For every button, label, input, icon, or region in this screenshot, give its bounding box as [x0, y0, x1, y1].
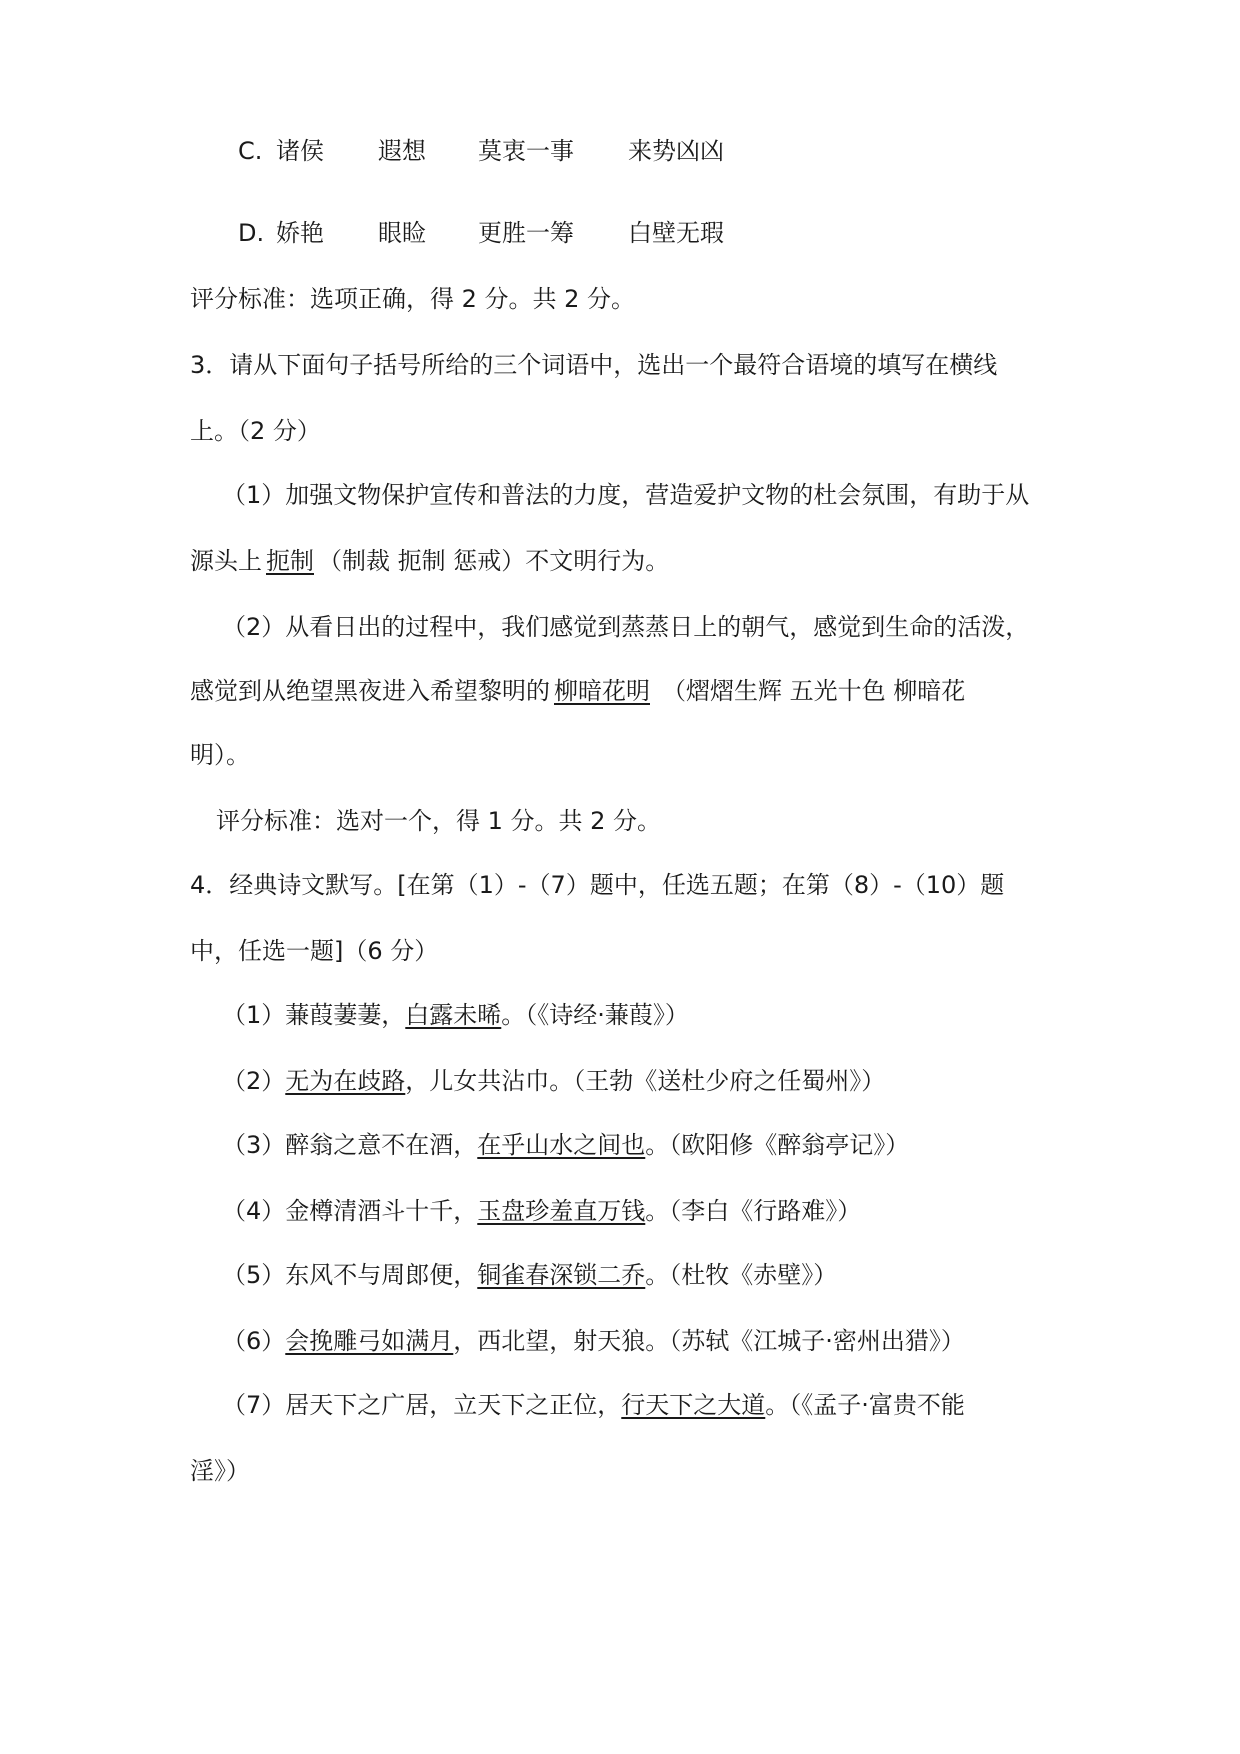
q4-item-2 — [222, 1066, 885, 1096]
option-d-word-4: 白壁无瑕 — [628, 219, 724, 247]
q4-item-7 — [222, 1390, 965, 1420]
q2-scoring: 评分标准：选项正确，得 2 分。共 2 分。 — [190, 285, 636, 313]
q3-item1-line2 — [190, 546, 669, 576]
q4-item-1-post: 。（《诗经·蒹葭》） — [501, 1001, 689, 1029]
q3-item2-line2 — [190, 676, 965, 706]
q3-item1-line1: （1）加强文物保护宣传和普法的力度，营造爱护文物的杜会氛围，有助于从 — [222, 481, 1030, 509]
q4-item-4-pre: （4）金樽清酒斗十千， — [222, 1197, 478, 1225]
q4-item-3-answer: 在乎山水之间也 — [477, 1131, 646, 1159]
q4-item-5-pre: （5）东风不与周郎便， — [222, 1261, 478, 1289]
q4-item-5 — [222, 1260, 837, 1290]
q4-item-2-pre: （2） — [222, 1067, 286, 1095]
q4-item-1 — [222, 1000, 689, 1030]
q3-scoring: 评分标准：选对一个，得 1 分。共 2 分。 — [216, 807, 662, 835]
q3-stem-line2: 上。（2 分） — [190, 417, 321, 445]
q4-stem-line1: 4．经典诗文默写。[在第（1）-（7）题中，任选五题；在第（8）-（10）题 — [190, 871, 1005, 899]
option-c-word-1: 诸侯 — [276, 137, 324, 165]
option-d-word-3: 更胜一筹 — [478, 219, 574, 247]
option-d-word-2: 眼睑 — [378, 219, 426, 247]
q4-item-7-continued: 淫》） — [190, 1457, 250, 1485]
q4-item-3-post: 。（欧阳修《醉翁亭记》） — [645, 1131, 910, 1159]
q3-item2-answer: 柳暗花明 — [554, 677, 650, 705]
q3-item2-line3: 明）。 — [190, 741, 250, 769]
q3-item2-suffix: （熠熠生辉 五光十色 柳暗花 — [662, 677, 966, 705]
q3-item2-prefix: 感觉到从绝望黑夜进入希望黎明的 — [190, 677, 550, 705]
q4-item-7-pre: （7）居天下之广居，立天下之正位， — [222, 1391, 622, 1419]
option-c-word-4: 来势凶凶 — [628, 137, 724, 165]
q4-item-7-answer: 行天下之大道 — [621, 1391, 766, 1419]
q4-stem-line2: 中，任选一题]（6 分） — [190, 937, 439, 965]
q4-item-2-answer: 无为在歧路 — [285, 1067, 406, 1095]
q3-item1-prefix: 源头上 — [190, 547, 262, 575]
q4-item-5-post: 。（杜牧《赤壁》） — [645, 1261, 838, 1289]
q4-item-6-pre: （6） — [222, 1327, 286, 1355]
q3-item2-line1: （2）从看日出的过程中，我们感觉到蒸蒸日上的朝气，感觉到生命的活泼， — [222, 613, 1030, 641]
q3-stem-line1: 3．请从下面句子括号所给的三个词语中，选出一个最符合语境的填写在横线 — [190, 351, 998, 379]
option-c-label: C. — [238, 137, 263, 165]
q4-item-2-post: ，儿女共沾巾。（王勃《送杜少府之任蜀州》） — [405, 1067, 886, 1095]
option-c-word-3: 莫衷一事 — [478, 137, 574, 165]
option-d-label: D. — [238, 219, 265, 247]
q4-item-6 — [222, 1326, 965, 1356]
q4-item-4 — [222, 1196, 861, 1226]
q4-item-6-answer: 会挽雕弓如满月 — [285, 1327, 454, 1355]
q3-item1-suffix: （制裁 扼制 惩戒）不文明行为。 — [318, 547, 670, 575]
q4-item-6-post: ，西北望，射天狼。（苏轼《江城子·密州出猎》） — [453, 1327, 965, 1355]
q3-item1-answer: 扼制 — [266, 547, 314, 575]
q4-item-7-post: 。（《孟子·富贵不能 — [765, 1391, 965, 1419]
q4-item-4-answer: 玉盘珍羞直万钱 — [477, 1197, 646, 1225]
q4-item-1-answer: 白露未晞 — [405, 1001, 502, 1029]
option-d-word-1: 娇艳 — [276, 219, 324, 247]
q4-item-3-pre: （3）醉翁之意不在酒， — [222, 1131, 478, 1159]
option-c-word-2: 遐想 — [378, 137, 426, 165]
q4-item-1-pre: （1）蒹葭萋萋， — [222, 1001, 406, 1029]
q4-item-4-post: 。（李白《行路难》） — [645, 1197, 862, 1225]
q4-item-5-answer: 铜雀春深锁二乔 — [477, 1261, 646, 1289]
q4-item-3 — [222, 1130, 909, 1160]
